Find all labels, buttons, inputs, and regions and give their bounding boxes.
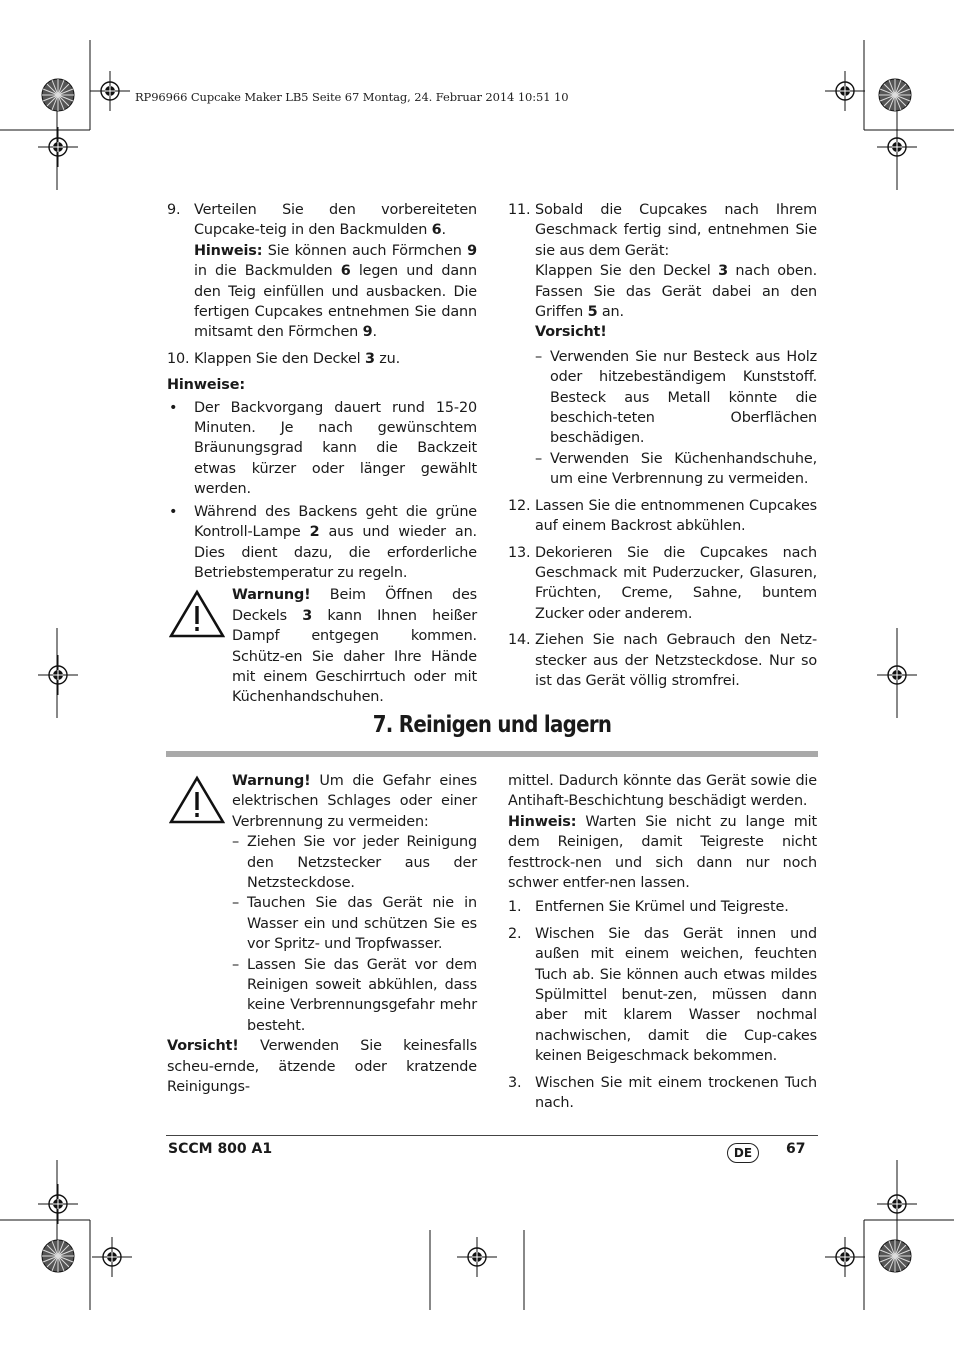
language-badge: DE — [727, 1143, 759, 1163]
step-number: 14. — [508, 632, 531, 649]
step-12: 12. Lassen Sie die entnommenen Cupcakes auf einem Backrost abkühlen. — [508, 497, 817, 535]
step-number: 13. — [508, 544, 531, 561]
step-number: 3. — [508, 1074, 522, 1091]
step-9: 9. Verteilen Sie den vorbereiteten Cupcake-teig in den Backmulden 6. Hinweis: Sie können auch Förmchen 9 in die Backmulden 6 legen und dann den Teig einfüllen und ausbacken. Die fertigen Cupcakes entnehmen Sie dann mitsamt den Förmchen 9. — [167, 200, 477, 343]
warning-item-wasser: – Tauchen Sie das Gerät nie in Wasser ein und schützen Sie es vor Spritz- und Tropfwasser. — [232, 895, 477, 953]
warning-electric: Warnung! Um die Gefahr eines elektrischen Schlages oder einer Verbrennung zu vermeiden: – Ziehen Sie vor jeder Reinigung den Netzstecker aus der Netzsteckdose. – Tauchen Sie das Gerät nie in Wasser ein und schützen Sie es vor Spritz- und Tropfwasser. – Lassen Sie das Gerät vor dem Reinigen soweit abkühlen, dass keine Verbrennungsgefahr mehr besteht. — [167, 771, 477, 1036]
clean-step-3: 3. Wischen Sie mit einem trockenen Tuch nach. — [508, 1074, 817, 1112]
hint-cleaning: Hinweis: Warten Sie nicht zu lange mit dem Reinigen, damit Teigreste nicht festtrock-nen und sich dann nur noch schwer entfer-nen lassen. — [508, 813, 817, 892]
bottom-right-column — [508, 771, 817, 1120]
hinweise-heading: Hinweise: — [167, 377, 245, 394]
step-14: 14. Ziehen Sie nach Gebrauch den Netz-stecker aus der Netzsteckdose. Nur so ist das Gerät völlig stromfrei. — [508, 632, 817, 689]
top-left-column — [167, 200, 477, 708]
warning-steam: Warnung! Beim Öffnen des Deckels 3 kann Ihnen heißer Dampf entgegen kommen. Schütz-en Sie daher Ihre Hände mit einem Geschirrtuch oder mit Küchenhandschuhen. — [167, 585, 477, 707]
step-number: 2. — [508, 925, 522, 942]
bottom-left-column — [167, 771, 477, 1098]
section-title: 7. Reinigen und lagern — [372, 712, 612, 738]
step-number: 11. — [508, 202, 531, 218]
step-13: 13. Dekorieren Sie die Cupcakes nach Geschmack mit Puderzucker, Glasuren, Früchten, Creme, Sahne, buntem Zucker oder anderem. — [508, 544, 817, 622]
step-number: 12. — [508, 497, 531, 514]
warning-item-netzstecker: – Ziehen Sie vor jeder Reinigung den Netzstecker aus der Netzsteckdose. — [232, 834, 477, 892]
caution-reinigungsmittel: Vorsicht! Verwenden Sie keinesfalls scheu-ernde, ätzende oder kratzende Reinigungs- — [167, 1038, 477, 1096]
step-11: 11. Sobald die Cupcakes nach Ihrem Geschmack fertig sind, entnehmen Sie sie aus dem Gerät: Klappen Sie den Deckel 3 nach oben. Fassen Sie das Gerät dabei an den Griffen 5 an. Vorsicht! – Verwenden Sie nur Besteck aus Holz oder hitzebeständigem Kunststoff. Besteck aus Metall könnte die beschich-teten Oberflächen beschädigen. – Verwenden Sie Küchenhandschuhe, um eine Verbrennung zu vermeiden. — [508, 200, 817, 490]
caution-handschuhe: – Verwenden Sie Küchenhandschuhe, um eine Verbrennung zu vermeiden. — [535, 450, 817, 488]
caution-besteck: – Verwenden Sie nur Besteck aus Holz oder hitzebeständigem Kunststoff. Besteck aus Metall könnte die beschich-teten Oberflächen beschädigen. — [535, 348, 817, 447]
caution-continuation: mittel. Dadurch könnte das Gerät sowie die Antihaft-Beschichtung beschädigt werden. — [508, 773, 817, 810]
footer-rule — [166, 1135, 818, 1136]
step-number: 1. — [508, 899, 522, 916]
step-number: 9. — [167, 202, 181, 218]
clean-step-1: 1. Entfernen Sie Krümel und Teigreste. — [508, 897, 817, 917]
hint-step-9: Hinweis: Sie können auch Förmchen 9 in die Backmulden 6 legen und dann den Teig einfüllen und ausbacken. Die fertigen Cupcakes entnehmen Sie dann mitsamt den Förmchen 9. — [194, 242, 477, 341]
warning-triangle-icon — [169, 589, 225, 639]
warning-triangle-icon — [169, 775, 225, 825]
top-right-column — [508, 200, 817, 697]
step-number: 10. — [167, 350, 190, 367]
step-10: 10. Klappen Sie den Deckel 3 zu. — [167, 349, 477, 369]
footer-model: SCCM 800 A1 — [168, 1141, 273, 1157]
clean-step-2: 2. Wischen Sie das Gerät innen und außen mit einem weichen, feuchten Tuch ab. Sie können auch etwas mildes Spülmittel benut-zen, müssen dann aber mit klarem Wasser nochmal nachwischen, damit die Cup-cakes keinen Beigeschmack bekommen. — [508, 925, 817, 1065]
bullet-backvorgang: • Der Backvorgang dauert rund 15-20 Minuten. Je nach gewünschtem Bräunungsgrad kann die Backzeit etwas kürzer oder länger gewählt werden. — [169, 399, 477, 498]
warning-item-abkuehlen: – Lassen Sie das Gerät vor dem Reinigen soweit abkühlen, dass keine Verbrennungsgefahr mehr besteht. — [232, 956, 477, 1034]
bullet-kontroll-lampe: • Während des Backens geht die grüne Kontroll-Lampe 2 aus und wieder an. Dies dient dazu, die erforderliche Betriebstemperatur zu regeln. — [169, 503, 477, 581]
vorsicht-heading: Vorsicht! — [535, 324, 607, 341]
page-number: 67 — [786, 1141, 806, 1157]
print-slug: RP96966 Cupcake Maker LB5 Seite 67 Montag, 24. Februar 2014 10:51 10 — [135, 90, 569, 104]
section-title-rule — [166, 751, 818, 757]
